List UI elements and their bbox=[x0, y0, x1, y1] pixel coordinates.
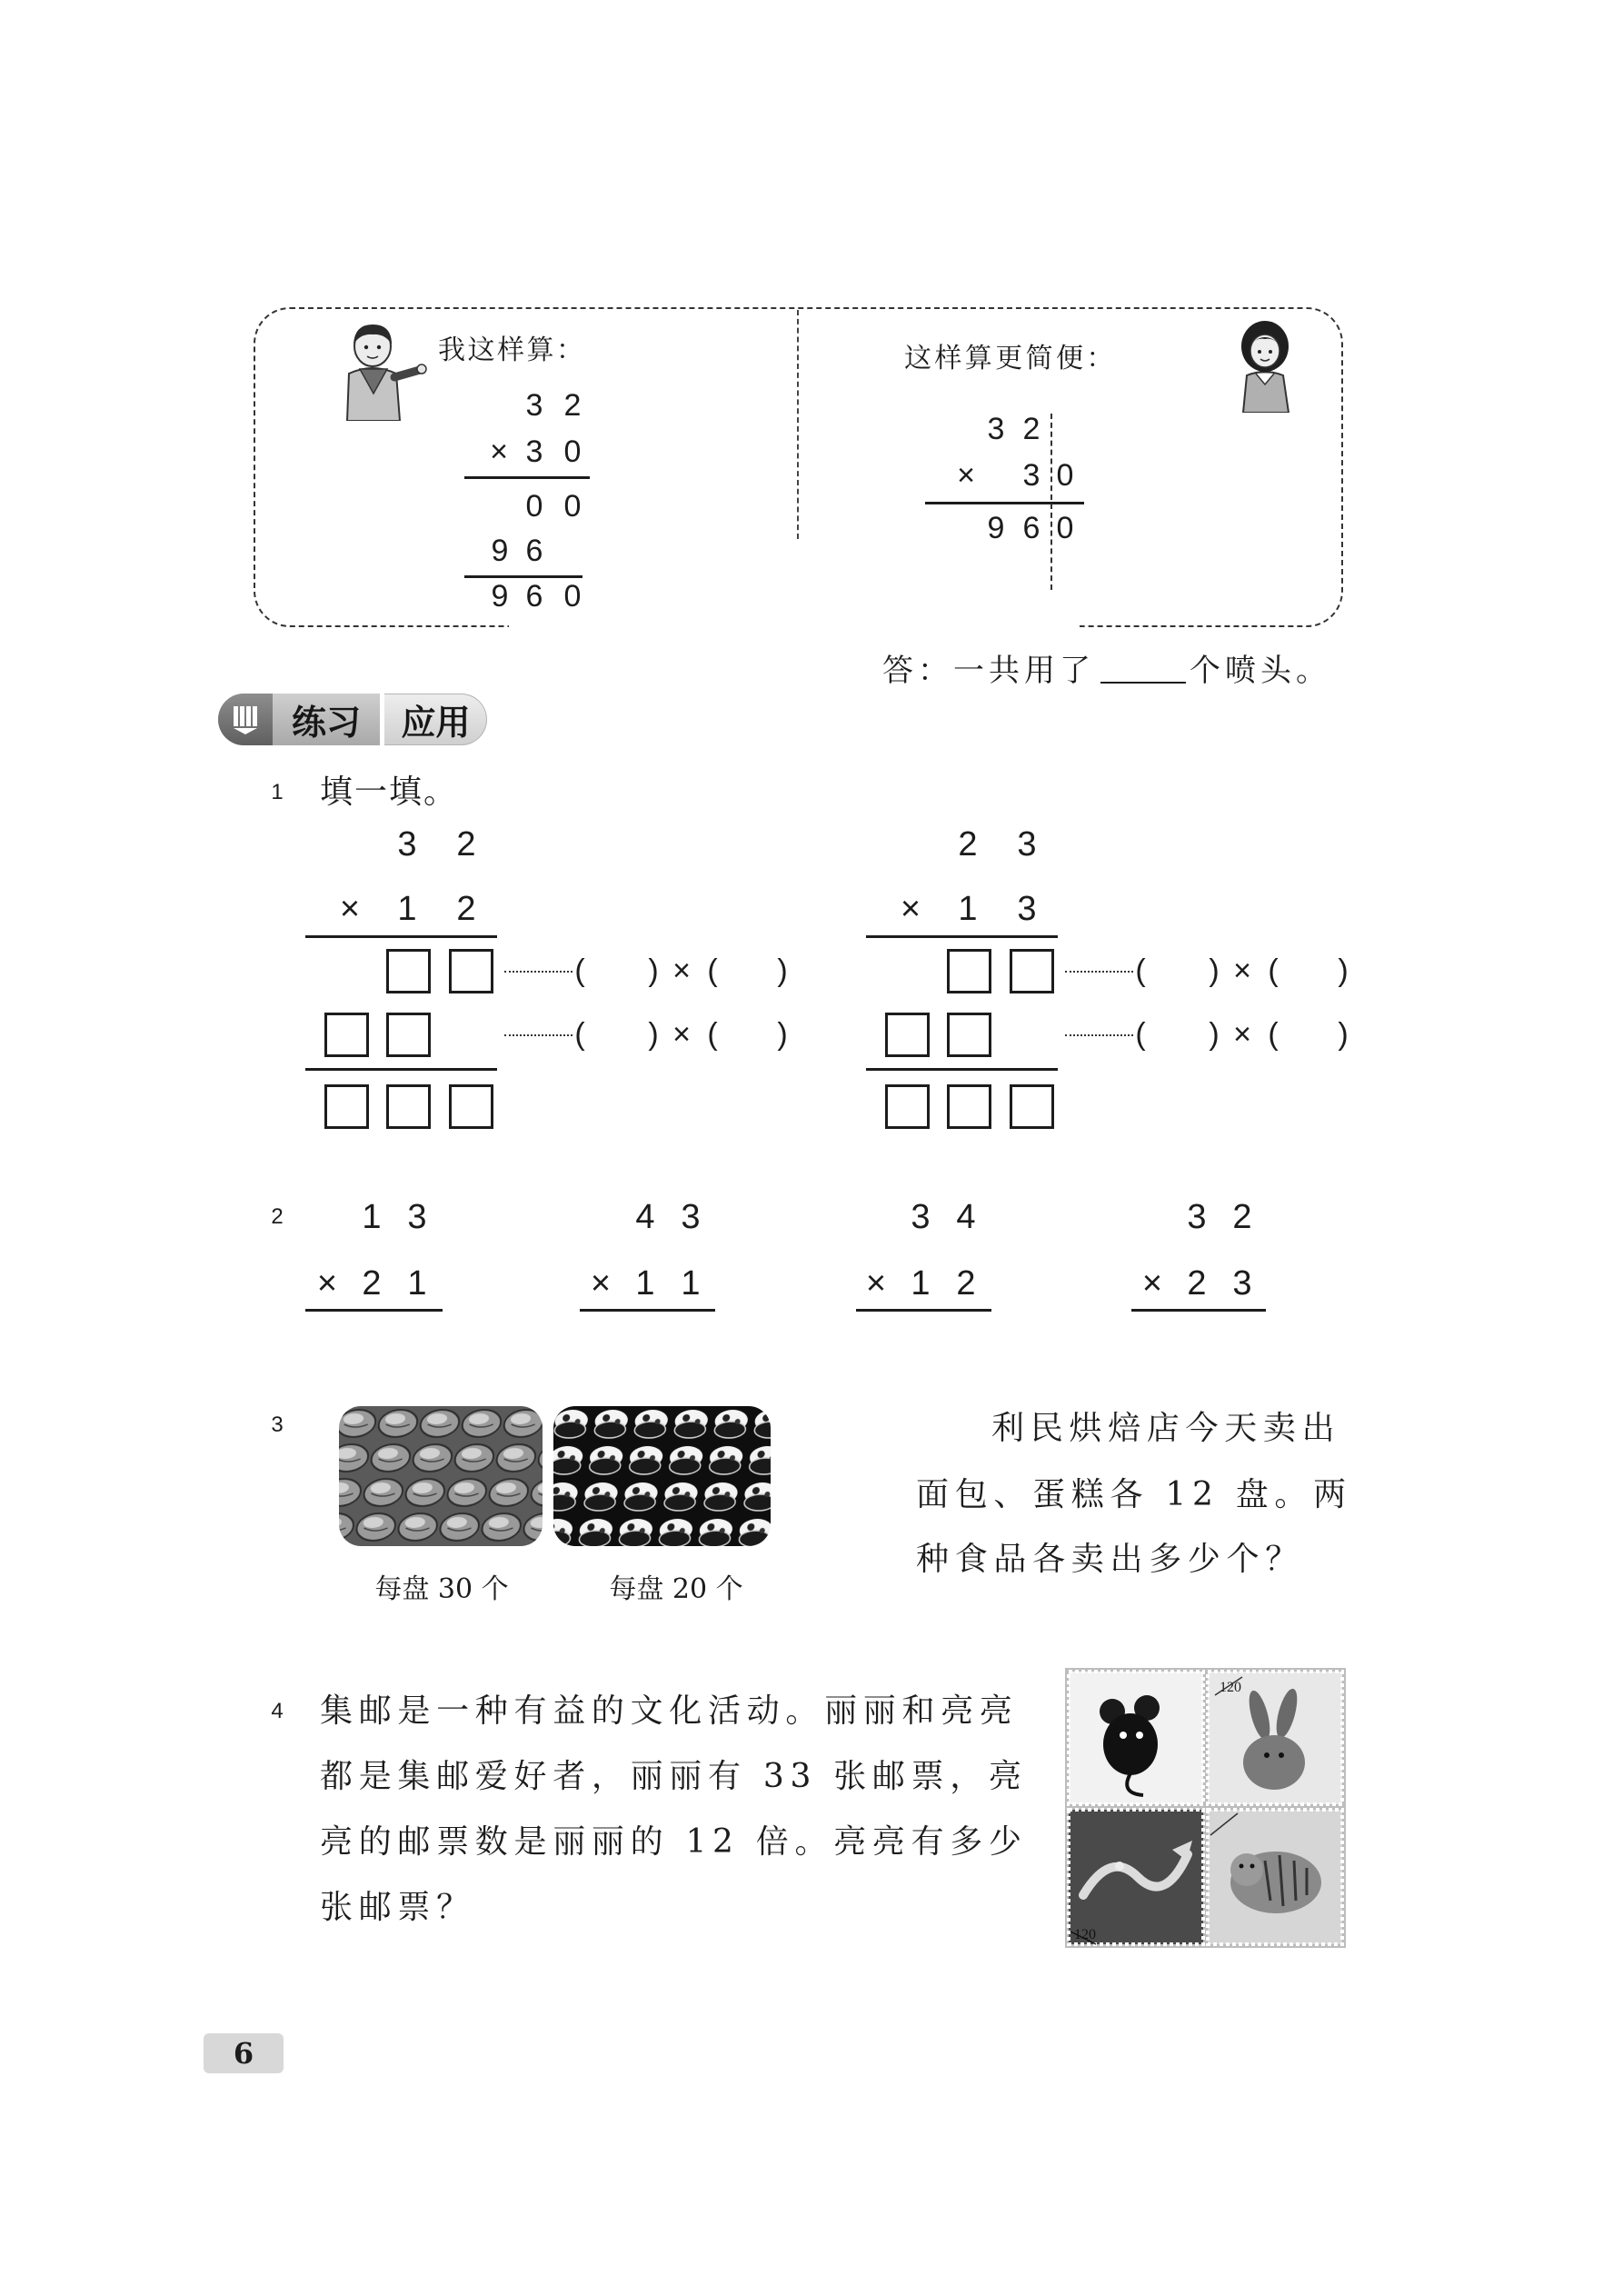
paren-close: ) bbox=[648, 953, 659, 988]
ex2-digit: 1 bbox=[635, 1264, 655, 1303]
exercise-1-title: 填一填。 bbox=[320, 774, 459, 811]
left-calc-digit: 3 bbox=[525, 434, 543, 469]
answer-line bbox=[882, 647, 1331, 687]
ex2-rule bbox=[856, 1309, 991, 1312]
paren-close: ) bbox=[777, 1017, 788, 1052]
right-calc-rule bbox=[925, 502, 1084, 504]
exercise-number: 2 bbox=[271, 1204, 284, 1229]
answer-box bbox=[1010, 949, 1054, 993]
answer-box bbox=[449, 1084, 493, 1129]
left-calc-rule bbox=[464, 476, 590, 479]
left-calc-digit: 3 bbox=[525, 388, 543, 423]
ex1-times-sign: × bbox=[900, 890, 921, 928]
ex2-digit: 3 bbox=[407, 1198, 427, 1236]
ex2-rule bbox=[305, 1309, 443, 1312]
times-sign: × bbox=[672, 1017, 691, 1052]
ex2-times-sign: × bbox=[1141, 1264, 1163, 1303]
ex1-rule bbox=[866, 1068, 1058, 1071]
paren-close: ) bbox=[1338, 1017, 1349, 1052]
example-box-gap bbox=[509, 618, 1080, 633]
ex1-digit: 1 bbox=[958, 890, 978, 928]
paren-open: ( bbox=[707, 953, 718, 988]
right-calc-digit: 9 bbox=[987, 511, 1005, 545]
ex1-digit: 3 bbox=[1017, 825, 1037, 863]
section-header bbox=[218, 694, 487, 745]
ex3-text-line: 面包、蛋糕各 12 盘。两 bbox=[916, 1476, 1352, 1513]
paren-close: ) bbox=[1209, 1017, 1220, 1052]
right-calc-digit: 2 bbox=[1022, 412, 1041, 446]
pencil-icon bbox=[218, 694, 273, 745]
ex1-rule bbox=[866, 935, 1058, 938]
paren-open: ( bbox=[1268, 1017, 1279, 1052]
ex2-digit: 4 bbox=[635, 1198, 655, 1236]
answer-box bbox=[885, 1013, 930, 1057]
paren-open: ( bbox=[574, 1017, 585, 1052]
ex1-digit: 3 bbox=[397, 825, 417, 863]
left-calc-digit: 0 bbox=[563, 434, 582, 469]
ex2-times-sign: × bbox=[316, 1264, 338, 1303]
right-calc-times-sign: × bbox=[957, 458, 975, 493]
right-calc-dotted-guide bbox=[1050, 414, 1052, 590]
ex4-text-line: 都是集邮爱好者，丽丽有 33 张邮票，亮 bbox=[320, 1758, 1028, 1795]
left-calc-digit: 9 bbox=[491, 579, 509, 614]
answer-box bbox=[947, 949, 991, 993]
page-number: 6 bbox=[204, 2033, 284, 2073]
right-calc-digit: 6 bbox=[1022, 511, 1041, 545]
ex2-digit: 3 bbox=[681, 1198, 701, 1236]
ex2-digit: 2 bbox=[1232, 1198, 1252, 1236]
bread-tray-photo bbox=[339, 1406, 543, 1546]
ex1-rule bbox=[305, 1068, 497, 1071]
ex2-digit: 1 bbox=[362, 1198, 382, 1236]
answer-box bbox=[386, 1084, 431, 1129]
exercise-number: 1 bbox=[271, 780, 284, 804]
ex2-digit: 3 bbox=[1232, 1264, 1252, 1303]
ex4-text-line: 亮的邮票数是丽丽的 12 倍。亮亮有多少 bbox=[320, 1823, 1028, 1861]
example-divider bbox=[797, 310, 799, 539]
ex2-digit: 1 bbox=[681, 1264, 701, 1303]
ex4-text-line: 张邮票？ bbox=[320, 1889, 475, 1926]
left-calc-digit: 2 bbox=[563, 388, 582, 423]
ex2-rule bbox=[580, 1309, 715, 1312]
ex2-digit: 2 bbox=[362, 1264, 382, 1303]
ex2-digit: 2 bbox=[1187, 1264, 1207, 1303]
ex2-digit: 2 bbox=[956, 1264, 976, 1303]
dotted-leader bbox=[504, 1034, 573, 1036]
left-calc-times-sign: × bbox=[490, 434, 508, 469]
stamp-value: 120 bbox=[1074, 1927, 1096, 1942]
dotted-leader bbox=[1065, 1034, 1133, 1036]
stamps-photo bbox=[1065, 1668, 1346, 1948]
ex1-times-sign: × bbox=[339, 890, 361, 928]
right-calc-digit: 0 bbox=[1056, 458, 1074, 493]
girl-illustration bbox=[1229, 317, 1301, 413]
exercise-number: 3 bbox=[271, 1413, 284, 1437]
stamp-value: 120 bbox=[1220, 1680, 1241, 1695]
left-calc-digit: 0 bbox=[563, 489, 582, 524]
ex2-digit: 3 bbox=[1187, 1198, 1207, 1236]
exercise-number: 4 bbox=[271, 1699, 284, 1723]
ex1-digit: 1 bbox=[397, 890, 417, 928]
ex2-digit: 1 bbox=[911, 1264, 931, 1303]
paren-open: ( bbox=[574, 953, 585, 988]
paren-open: ( bbox=[1135, 1017, 1146, 1052]
paren-close: ) bbox=[648, 1017, 659, 1052]
paren-close: ) bbox=[1209, 953, 1220, 988]
answer-box bbox=[947, 1013, 991, 1057]
paren-close: ) bbox=[1338, 953, 1349, 988]
dotted-leader bbox=[504, 971, 573, 973]
times-sign: × bbox=[1233, 1017, 1251, 1052]
dragon-stamp bbox=[1069, 1810, 1203, 1944]
answer-prefix: 答：一共用了 bbox=[882, 652, 1095, 689]
right-calc-digit: 3 bbox=[1022, 458, 1041, 493]
paren-open: ( bbox=[1268, 953, 1279, 988]
answer-blank bbox=[1100, 651, 1186, 684]
paren-open: ( bbox=[1135, 953, 1146, 988]
ex3-text-line: 种食品各卖出多少个？ bbox=[916, 1541, 1305, 1578]
ex1-digit: 2 bbox=[456, 825, 476, 863]
ex2-times-sign: × bbox=[590, 1264, 612, 1303]
answer-box bbox=[324, 1013, 369, 1057]
left-calc-digit: 6 bbox=[525, 534, 543, 568]
ex2-digit: 1 bbox=[407, 1264, 427, 1303]
ex2-digit: 4 bbox=[956, 1198, 976, 1236]
section-label-practice: 练习 bbox=[273, 694, 380, 745]
ex1-digit: 3 bbox=[1017, 890, 1037, 928]
cake-tray-photo bbox=[553, 1406, 771, 1546]
right-calc-digit: 3 bbox=[987, 412, 1005, 446]
dotted-leader bbox=[1065, 971, 1133, 973]
boy-illustration bbox=[322, 317, 428, 421]
answer-suffix: 个喷头。 bbox=[1190, 652, 1331, 689]
left-calc-digit: 0 bbox=[563, 579, 582, 614]
answer-box bbox=[324, 1084, 369, 1129]
paren-close: ) bbox=[777, 953, 788, 988]
ex1-digit: 2 bbox=[958, 825, 978, 863]
ex1-digit: 2 bbox=[456, 890, 476, 928]
left-calc-digit: 0 bbox=[525, 489, 543, 524]
times-sign: × bbox=[672, 953, 691, 988]
ex2-times-sign: × bbox=[865, 1264, 887, 1303]
left-method-prompt: 我这样算： bbox=[438, 334, 586, 366]
answer-box bbox=[947, 1084, 991, 1129]
ex4-text-line: 集邮是一种有益的文化活动。丽丽和亮亮 bbox=[320, 1692, 1019, 1730]
answer-box bbox=[1010, 1084, 1054, 1129]
left-calc-digit: 6 bbox=[525, 579, 543, 614]
rabbit-stamp bbox=[1208, 1672, 1342, 1804]
answer-box bbox=[386, 949, 431, 993]
ex1-rule bbox=[305, 935, 497, 938]
tiger-stamp bbox=[1208, 1810, 1342, 1944]
answer-box bbox=[449, 949, 493, 993]
ex3-text-line: 利民烘焙店今天卖出 bbox=[991, 1410, 1341, 1447]
times-sign: × bbox=[1233, 953, 1251, 988]
right-calc-digit: 0 bbox=[1056, 511, 1074, 545]
answer-box bbox=[386, 1013, 431, 1057]
answer-box bbox=[885, 1084, 930, 1129]
paren-open: ( bbox=[707, 1017, 718, 1052]
section-label-apply: 应用 bbox=[401, 703, 471, 743]
right-method-prompt: 这样算更简便： bbox=[904, 343, 1117, 374]
mouse-stamp bbox=[1069, 1672, 1203, 1804]
ex2-rule bbox=[1131, 1309, 1266, 1312]
left-calc-digit: 9 bbox=[491, 534, 509, 568]
bread-caption: 每盘 30 个 bbox=[374, 1573, 509, 1605]
ex2-digit: 3 bbox=[911, 1198, 931, 1236]
cake-caption: 每盘 20 个 bbox=[609, 1573, 743, 1605]
